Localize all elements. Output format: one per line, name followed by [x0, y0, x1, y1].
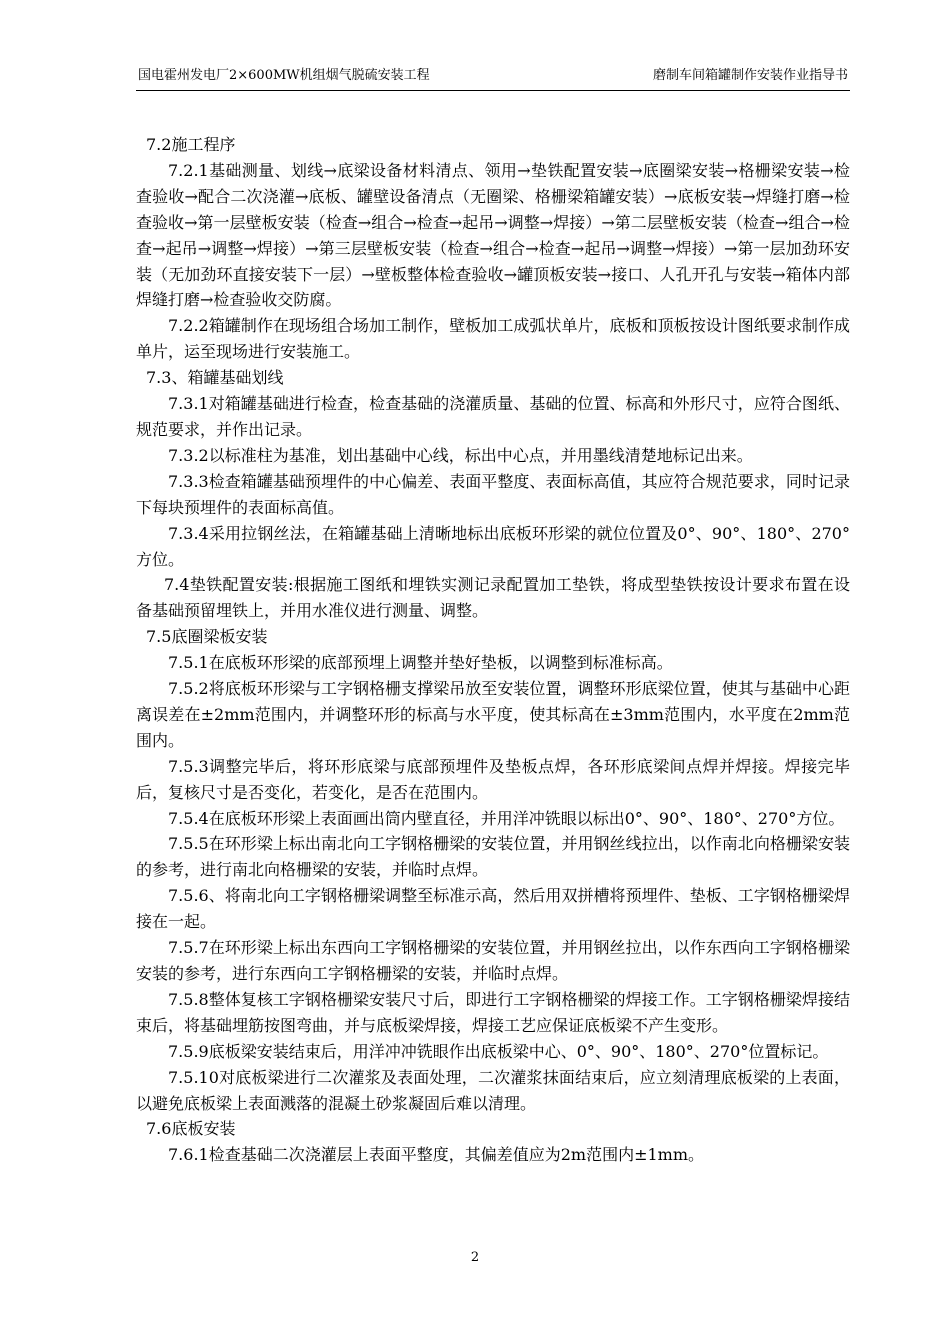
paragraph-7-5-3: 7.5.3调整完毕后，将环形底梁与底部预埋件及垫板点焊，各环形底梁间点焊并焊接。焊接完毕后，复核尺寸是否变化，若变化，是否在范围内。 — [136, 756, 850, 802]
paragraph-7-3-1: 7.3.1对箱罐基础进行检查，检查基础的浇灌质量、基础的位置、标高和外形尺寸，应符合图纸、规范要求，并作出记录。 — [136, 394, 850, 439]
paragraph-7-5-8: 7.5.8整体复核工字钢格栅梁安装尺寸后，即进行工字钢格栅梁的焊接工作。工字钢格栅梁焊接结束后，将基础埋筋按图弯曲，并与底板梁焊接，焊接工艺应保证底板梁不产生变形。 — [136, 989, 850, 1035]
paragraph-7-4: 7.4垫铁配置安装:根据施工图纸和埋铁实测记录配置加工垫铁，将成型垫铁按设计要求布置在设备基础预留埋铁上，并用水准仪进行测量、调整。 — [136, 575, 850, 621]
page-header — [136, 64, 850, 91]
paragraph-7-5-6: 7.5.6、将南北向工字钢格栅梁调整至标准示高，然后用双拼槽将预埋件、垫板、工字钢格栅梁焊接在一起。 — [136, 886, 850, 932]
page-number: 2 — [470, 1250, 480, 1265]
section-heading-7-2: 7.2施工程序 — [146, 135, 236, 154]
paragraph-7-3-3: 7.3.3检查箱罐基础预埋件的中心偏差、表面平整度、表面标高值，其应符合规范要求，同时记录下每块预埋件的表面标高值。 — [136, 471, 850, 517]
paragraph-7-5-10: 7.5.10对底板梁进行二次灌浆及表面处理，二次灌浆抹面结束后，应立刻清理底板梁的上表面，以避免底板梁上表面溅落的混凝土砂浆凝固后难以清理。 — [136, 1067, 850, 1113]
paragraph-7-5-9: 7.5.9底板梁安装结束后，用洋冲冲铣眼作出底板梁中心、0°、90°、180°、270°位置标记。 — [168, 1041, 829, 1061]
document-body — [136, 132, 850, 1168]
section-heading-7-5: 7.5底圈梁板安装 — [146, 627, 268, 647]
paragraph-7-6-1: 7.6.1检查基础二次浇灌层上表面平整度，其偏差值应为2m范围内±1mm。 — [168, 1145, 704, 1165]
paragraph-7-2-1: 7.2.1基础测量、划线→底梁设备材料清点、领用→垫铁配置安装→底圈梁安装→格栅梁安装→检查验收→配合二次浇灌→底板、罐壁设备清点（无圈梁、格栅梁箱罐安装）→底板安装→焊缝打磨→检查验收→第一层壁板安装（检查→组合→检查→起吊→调整→焊接）→第二层壁板安装（检查→组合→检查→起吊→调整→焊接）→第三层壁板安装（检查→组合→检查→起吊→调整→焊接）→第一层加劲环安装（无加劲环直接安装下一层）→壁板整体检查验收→罐顶板安装→接口、人孔开孔与安装→箱体内部焊缝打磨→检查验收交防腐。 — [136, 160, 850, 310]
paragraph-7-5-2: 7.5.2将底板环形梁与工字钢格栅支撑梁吊放至安装位置，调整环形底梁位置，使其与基础中心距离误差在±2mm范围内，并调整环形的标高与水平度，使其标高在±3mm范围内，水平度在2mm范围内。 — [136, 679, 850, 750]
paragraph-7-5-4: 7.5.4在底板环形梁上表面画出筒内壁直径，并用洋冲铣眼以标出0°、90°、180°、270°方位。 — [168, 808, 845, 828]
section-heading-7-3: 7.3、箱罐基础划线 — [146, 368, 284, 388]
paragraph-7-5-7: 7.5.7在环形梁上标出东西向工字钢格栅梁的安装位置，并用钢丝拉出，以作东西向工字钢格栅梁安装的参考，进行东西向工字钢格栅梁的安装，并临时点焊。 — [136, 938, 850, 983]
paragraph-7-5-5: 7.5.5在环形梁上标出南北向工字钢格栅梁的安装位置，并用钢丝线拉出，以作南北向格栅梁安装的参考，进行南北向格栅梁的安装，并临时点焊。 — [136, 834, 850, 880]
paragraph-7-3-4: 7.3.4采用拉钢丝法，在箱罐基础上清晰地标出底板环形梁的就位位置及0°、90°、180°、270°方位。 — [136, 523, 850, 569]
section-heading-7-6: 7.6底板安装 — [146, 1119, 236, 1139]
paragraph-7-2-2: 7.2.2箱罐制作在现场组合场加工制作，壁板加工成弧状单片，底板和顶板按设计图纸要求制作成单片，运至现场进行安装施工。 — [136, 316, 850, 362]
header-document-title: 磨制车间箱罐制作安装作业指导书 — [652, 68, 848, 83]
paragraph-7-5-1: 7.5.1在底板环形梁的底部预埋上调整并垫好垫板，以调整到标准标高。 — [168, 653, 673, 673]
header-project-title: 国电霍州发电厂2×600MW机组烟气脱硫安装工程 — [138, 68, 430, 83]
paragraph-7-3-2: 7.3.2以标准柱为基准，划出基础中心线，标出中心点，并用墨线清楚地标记出来。 — [168, 445, 753, 465]
